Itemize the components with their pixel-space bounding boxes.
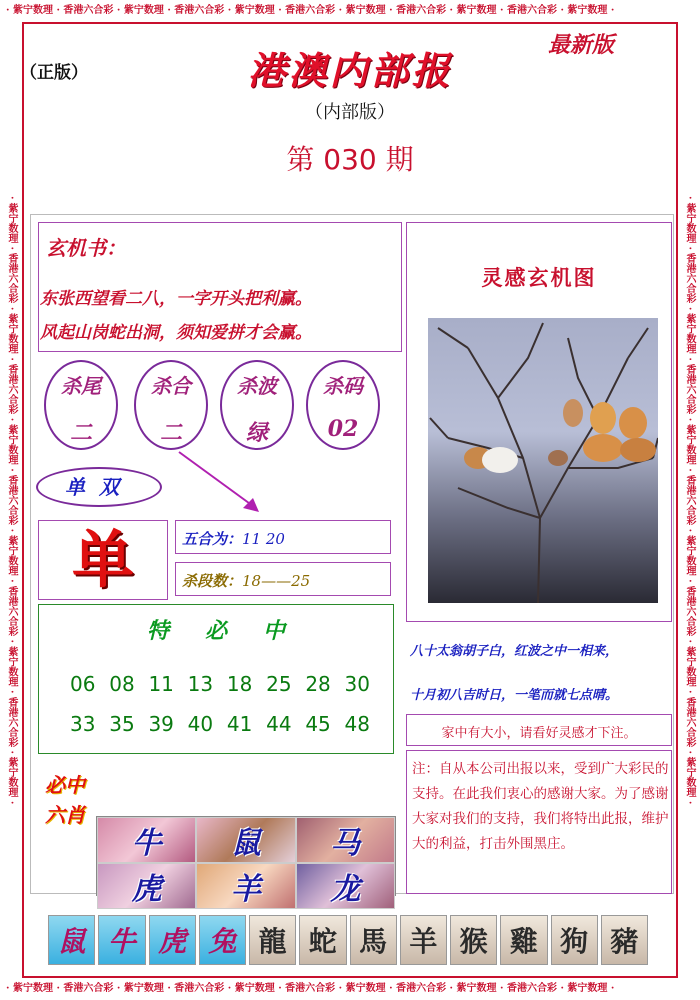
xuanji-line-2: 风起山岗蛇出洞，须知爱拼才会赢。 bbox=[40, 323, 312, 343]
banner-zodiac-goat: 羊 bbox=[400, 915, 447, 965]
page-subtitle: （内部版） bbox=[305, 102, 395, 123]
oval-label: 杀尾 bbox=[61, 374, 101, 398]
zodiac-char: 牛 bbox=[131, 826, 162, 861]
number-cell: 30 bbox=[344, 672, 370, 696]
page-title: 港澳内部报 bbox=[247, 48, 453, 93]
zodiac-tile bbox=[296, 863, 395, 909]
zodiac-char: 龙 bbox=[330, 872, 361, 907]
banner-zodiac-ox: 牛 bbox=[98, 915, 145, 965]
oval-value: 二 bbox=[159, 420, 182, 446]
issue-number: 第 030 期 bbox=[286, 143, 414, 176]
zodiac-tile bbox=[196, 817, 295, 863]
number-cell: 13 bbox=[187, 672, 214, 696]
odd-even-badge: 单双 bbox=[36, 467, 162, 507]
zodiac-char: 鼠 bbox=[230, 826, 261, 861]
border-bottom-text: · 紫宁数理 · 香港六合彩 · 紫宁数理 · 香港六合彩 · 紫宁数理 · 香港六合彩 · 紫宁数理 · 香港六合彩 · 紫宁数理 · 香港六合彩 · 紫宁数理 · bbox=[6, 983, 615, 994]
danshu-row bbox=[182, 570, 310, 591]
banner-zodiac-tiger: 虎 bbox=[149, 915, 196, 965]
banner-zodiac-monkey: 猴 bbox=[450, 915, 497, 965]
banner-zodiac-dragon: 龍 bbox=[249, 915, 296, 965]
inspiration-photo bbox=[428, 318, 658, 603]
note-text: 注：自从本公司出报以来，受到广大彩民的支持。在此我们衷心的感谢大家。为了感谢大家对我们的支持，我们将特出此报，维护大的利益，打击外围黑庄。 bbox=[412, 761, 669, 852]
poem-line-2: 十月初八吉时日，一笔而就七点晴。 bbox=[410, 688, 619, 703]
banner-zodiac-rabbit: 兔 bbox=[199, 915, 246, 965]
oval-label: 杀合 bbox=[151, 374, 191, 398]
zodiac-tile bbox=[97, 863, 196, 909]
xuanji-label: 玄机书： bbox=[46, 236, 126, 260]
number-cell: 48 bbox=[344, 712, 370, 736]
xuanji-line-1: 东张西望看二八，一字开头把利赢。 bbox=[40, 289, 312, 309]
number-cell: 35 bbox=[109, 712, 135, 736]
danshu-label: 杀段数： bbox=[182, 572, 243, 590]
number-row-2 bbox=[70, 712, 370, 736]
number-cell: 11 bbox=[148, 672, 174, 696]
wuhe-value: 11 20 bbox=[242, 530, 285, 548]
danshu-value: 18——25 bbox=[242, 572, 311, 590]
oval-kill-wave bbox=[220, 360, 294, 450]
number-cell: 08 bbox=[109, 672, 135, 696]
oval-label: 杀码 bbox=[323, 374, 363, 398]
chickens-tree-image bbox=[428, 318, 658, 603]
wuhe-row bbox=[182, 528, 285, 549]
border-right-text: · 紫宁数理 · 香港六合彩 · 紫宁数理 · 香港六合彩 · 紫宁数理 · 香港六合彩 · 紫宁数理 · 香港六合彩 · 紫宁数理 · 香港六合彩 · 紫宁数理 · bbox=[684, 195, 695, 805]
oval-label: 杀波 bbox=[237, 374, 277, 398]
banner-zodiac-horse: 馬 bbox=[350, 915, 397, 965]
zodiac-tile bbox=[196, 863, 295, 909]
banner-zodiac-rat: 鼠 bbox=[48, 915, 95, 965]
oval-value: 二 bbox=[69, 420, 92, 446]
zodiac-char: 羊 bbox=[230, 872, 261, 907]
zodiac-tile bbox=[97, 817, 196, 863]
banner-zodiac-snake: 蛇 bbox=[299, 915, 346, 965]
inspiration-title: 灵感玄机图 bbox=[481, 265, 597, 290]
number-cell: 06 bbox=[70, 672, 96, 696]
oval-value: 绿 bbox=[245, 420, 268, 446]
six-zodiac-grid bbox=[96, 816, 396, 907]
banner-zodiac-dog: 狗 bbox=[551, 915, 598, 965]
zodiac-char: 马 bbox=[330, 826, 361, 861]
number-cell: 41 bbox=[226, 712, 253, 736]
number-cell: 33 bbox=[70, 712, 96, 736]
border-top-text: · 紫宁数理 · 香港六合彩 · 紫宁数理 · 香港六合彩 · 紫宁数理 · 香港六合彩 · 紫宁数理 · 香港六合彩 · 紫宁数理 · 香港六合彩 · 紫宁数理 · bbox=[6, 5, 615, 16]
poem-line-3: 家中有大小，请看好灵感才下注。 bbox=[441, 726, 637, 741]
wuhe-label: 五合为： bbox=[182, 530, 243, 548]
oval-kill-code bbox=[306, 360, 380, 450]
number-cell: 40 bbox=[187, 712, 214, 736]
arrow-icon bbox=[175, 448, 265, 518]
zodiac-char: 虎 bbox=[131, 872, 162, 907]
poem-line-1: 八十太翁胡子白，红波之中一相来， bbox=[410, 644, 619, 659]
big-odd-char: 单 bbox=[71, 523, 134, 596]
number-cell: 25 bbox=[266, 672, 292, 696]
oval-kill-sum bbox=[134, 360, 208, 450]
six-zodiac-label: 必中六肖 bbox=[45, 773, 85, 827]
number-cell: 28 bbox=[305, 672, 331, 696]
oval-value: 02 bbox=[327, 416, 359, 442]
latest-edition-label: 最新版 bbox=[548, 32, 615, 58]
number-cell: 44 bbox=[266, 712, 292, 736]
border-left-text: · 紫宁数理 · 香港六合彩 · 紫宁数理 · 香港六合彩 · 紫宁数理 · 香港六合彩 · 紫宁数理 · 香港六合彩 · 紫宁数理 · 香港六合彩 · 紫宁数理 · bbox=[6, 195, 17, 805]
tebi-title: 特必中 bbox=[146, 618, 321, 644]
number-cell: 45 bbox=[305, 712, 331, 736]
zhengban-label: （正版） bbox=[20, 63, 88, 83]
number-cell: 18 bbox=[226, 672, 253, 696]
oval-kill-tail bbox=[44, 360, 118, 450]
zodiac-tile bbox=[296, 817, 395, 863]
banner-zodiac-pig: 豬 bbox=[601, 915, 648, 965]
zodiac-banner bbox=[48, 915, 648, 965]
banner-zodiac-rooster: 雞 bbox=[500, 915, 547, 965]
number-cell: 39 bbox=[148, 712, 174, 736]
number-row-1 bbox=[70, 672, 370, 696]
